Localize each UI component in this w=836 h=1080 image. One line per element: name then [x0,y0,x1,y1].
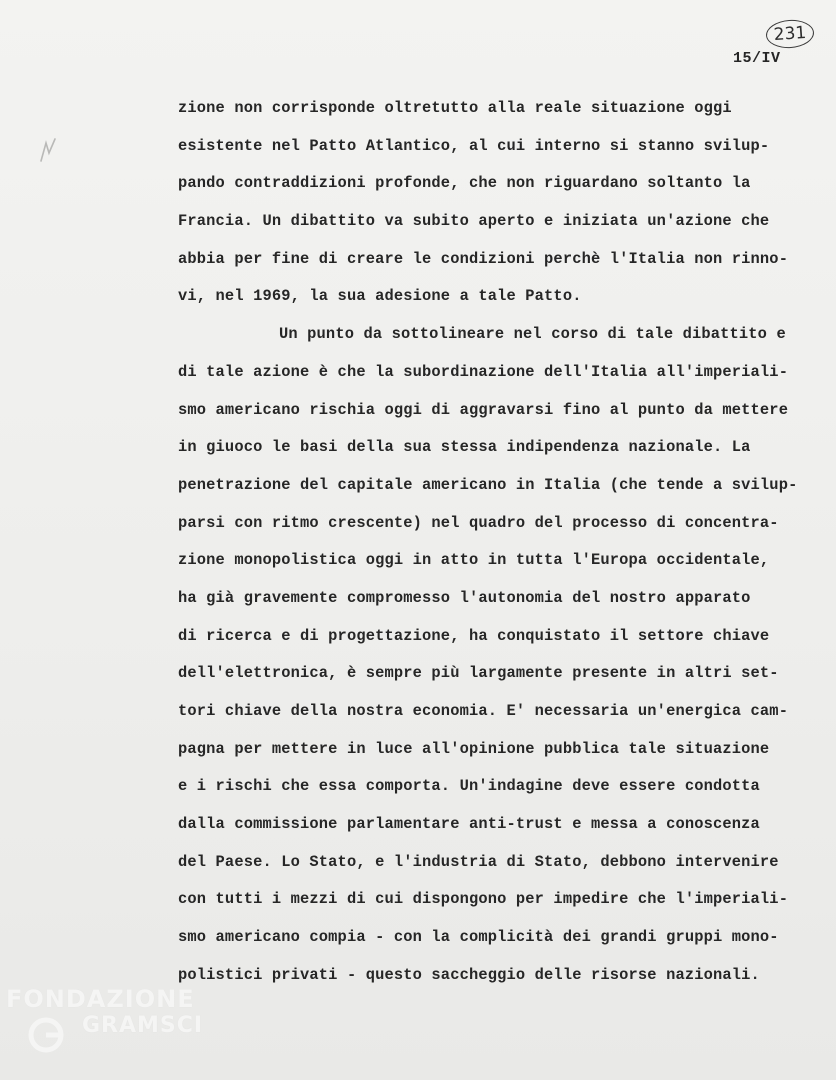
body-text [178,90,818,995]
text-line: polistici privati - questo saccheggio delle risorse nazionali. [178,965,760,984]
text-line: vi, nel 1969, la sua adesione a tale Patto. [178,287,582,306]
text-line: pagna per mettere in luce all'opinione pubblica tale situazione [178,739,770,758]
text-line: di tale azione è che la subordinazione dell'Italia all'imperiali- [178,362,789,381]
watermark [0,985,220,1055]
text-line: e i rischi che essa comporta. Un'indagine deve essere condotta [178,777,760,796]
watermark-line2: GRAMSCI [82,1013,204,1038]
text-line: in giuoco le basi della sua stessa indipendenza nazionale. La [178,438,751,457]
text-line: zione non corrisponde oltretutto alla reale situazione oggi [178,99,732,117]
text-line: dalla commissione parlamentare anti-trust e messa a conoscenza [178,815,760,834]
text-line: ha già gravemente compromesso l'autonomia del nostro apparato [178,588,751,607]
text-line: del Paese. Lo Stato, e l'industria di Stato, debbono intervenire [178,852,779,871]
text-line: penetrazione del capitale americano in Italia (che tende a svilup- [178,475,798,494]
text-line: pando contraddizioni profonde, che non riguardano soltanto la [178,174,751,193]
text-line: smo americano rischia oggi di aggravarsi fino al punto da mettere [178,400,789,419]
watermark-line1: FONDAZIONE [6,985,195,1013]
watermark-logo-icon [26,1015,66,1055]
text-line: dell'elettronica, è sempre più largamente presente in altri set- [178,664,779,683]
archive-number: 231 [773,22,807,46]
paragraph-start-line: Un punto da sottolineare nel corso di tale dibattito e [279,325,786,344]
text-line: zione monopolistica oggi in atto in tutta l'Europa occidentale, [178,551,770,570]
archive-number-stamp [765,18,815,49]
margin-pencil-mark [38,135,60,165]
text-line: di ricerca e di progettazione, ha conquistato il settore chiave [178,626,770,645]
text-line: smo americano compia - con la complicità dei grandi gruppi mono- [178,928,779,947]
text-line: Francia. Un dibattito va subito aperto e iniziata un'azione che [178,212,770,231]
text-line: parsi con ritmo crescente) nel quadro del processo di concentra- [178,513,779,532]
text-line: abbia per fine di creare le condizioni perchè l'Italia non rinno- [178,249,789,268]
page-reference: 15/IV [733,50,781,67]
text-line: esistente nel Patto Atlantico, al cui interno si stanno svilup- [178,136,770,155]
text-line: tori chiave della nostra economia. E' necessaria un'energica cam- [178,702,789,720]
text-line: con tutti i mezzi di cui dispongono per impedire che l'imperiali- [178,890,789,909]
